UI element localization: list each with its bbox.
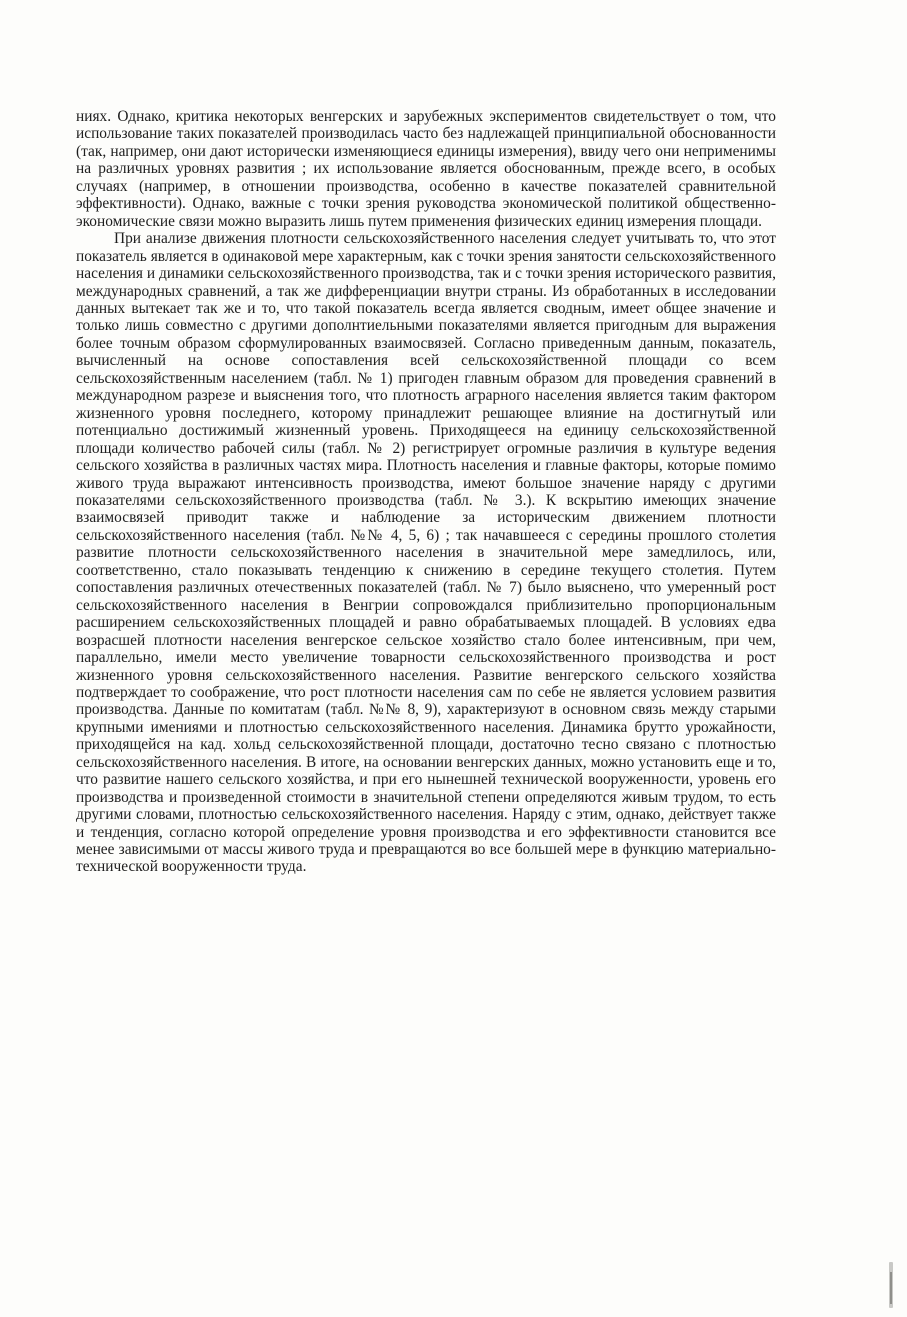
body-text	[76, 108, 776, 876]
paragraph-continuation: ниях. Однако, критика некоторых венгерских и зарубежных экспериментов свидетельствует о том, что использование таких показателей производилась часто без надлежащей принципиальной обоснованности (так, например, они дают исторически изменяющиеся единицы измерения), ввиду чего они неприменимы на различных уровнях развития ; их использование является обоснованным, прежде всего, в особых случаях (например, в отношении производства, особенно в качестве показателей сравнительной эффективности). Однако, важные с точки зрения руководства экономической политикой общественно- экономические связи можно выразить лишь путем применения физических единиц измерения площади.	[76, 108, 776, 230]
paragraph-population-density-analysis: При анализе движения плотности сельскохозяйственного населения следует учитывать то, что этот показатель является в одинаковой мере характерным, как с точки зрения занятости сельскохозяйственного населения и динамики сельскохозяйственного производства, так и с точки зрения исторического развития, международных сравнений, а так же дифференциации внутри страны. Из обработанных в исследовании данных вытекает так же и то, что такой показатель всегда является сводным, имеет общее значение и только лишь совместно с другими дополнтиельными показателями является пригодным для выражения более точным образом сформулированных взаимосвязей. Согласно приведенным данным, показатель, вычисленный на основе сопоставления всей сельскохозяйственной площади со всем сельскохозяйственным населением (табл. № 1) пригоден главным образом для проведения сравнений в международном разрезе и выяснения того, что плотность аграрного населения является таким фактором жизненного уровня последнего, которому принадлежит решающее влияние на достигнутый или потенциально достижимый жизненный уровень. Приходящееся на единицу сельскохозяйственной площади количество рабочей силы (табл. № 2) регистрирует огромные различия в культуре ведения сельского хозяйства в различных частях мира. Плотность населения и главные факторы, которые помимо живого труда выражают интенсивность производства, имеют большое значение наряду с другими показателями сельскохозяйственного производства (табл. № 3.). К вскрытию имеющих значение взаимосвязей приводит также и наблюдение за историческим движением плотности сельскохозяйственного населения (табл. №№ 4, 5, 6) ; так начавшееся с середины прошлого столетия развитие плотности сельскохозяйственного населения в значительной мере замедлилось, или, соответственно, стало показывать тенденцию к снижению в середине текущего столетия. Путем сопоставления различных отечественных показателей (табл. № 7) было выяснено, что умеренный рост сельскохозяйственного населения в Венгрии сопровождался приблизительно пропорциональным расширением сельскохозяйственных площадей и равно обрабатываемых площадей. В условиях едва возрасшей плотности населения венгерское сельское хозяйство стало более интенсивным, при чем, параллельно, имели место увеличение товарности сельскохозяйственного производства и рост жизненного уровня сельскохозяйственного населения. Развитие венгерского сельского хозяйства подтверждает то соображение, что рост плотности населения сам по себе не является условием развития производства. Данные по комитатам (табл. №№ 8, 9), характеризуют в основном связь между старыми крупными имениями и плотностью сельскохозяйственного населения. Динамика брутто урожайности, приходящейся на кад. хольд сельскохозяйственной площади, достаточно тесно связано с плотностью сельскохозяйственного населения. В итоге, на основании венгерских данных, можно установить еще и то, что развитие нашего сельского хозяйства, и при его нынешней технической вооруженности, уровень его производства и произведенной стоимости в значительной степени определяются живым трудом, то есть другими словами, плотностью сельскохозяйственного населения. Наряду с этим, однако, действует также и тенденция, согласно которой определение уровня производства и его эффективности становится все менее зависимыми от массы живого труда и превращаются во все большей мере в функцию материально-технической вооруженности труда.	[76, 230, 776, 876]
page-edge-mark-shadow	[890, 1272, 892, 1304]
page-edge-mark	[889, 1262, 893, 1308]
